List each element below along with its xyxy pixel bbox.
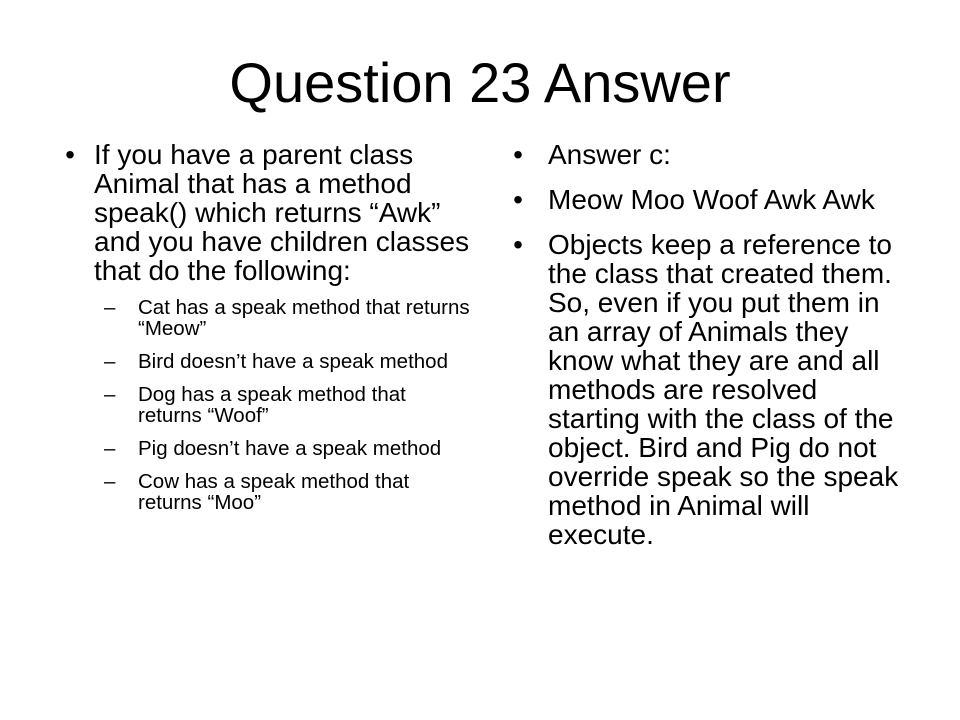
sub-item-cat [94, 297, 470, 339]
bullet-marker: • [513, 229, 523, 260]
sub-item-bird [94, 351, 470, 372]
dash-marker: – [104, 470, 116, 493]
answer-label: Answer c: [548, 139, 671, 170]
left-bullet-text: If you have a parent class Animal that has a method speak() which returns “Awk” and you have children classes that do the following: [94, 139, 470, 286]
sub-item-cow [94, 471, 470, 513]
bullet-marker: • [513, 139, 523, 170]
sub-list [94, 297, 470, 513]
dash-marker: – [104, 437, 116, 460]
sub-item-text: Cow has a speak method that returns “Moo” [138, 470, 410, 514]
answer-output: Meow Moo Woof Awk Awk [548, 184, 875, 215]
explanation-bullet [500, 230, 910, 549]
sub-item-pig [94, 438, 470, 459]
left-column [52, 140, 470, 525]
answer-output-bullet [500, 185, 910, 214]
right-column [500, 140, 910, 565]
answer-label-bullet [500, 140, 910, 169]
bullet-marker: • [513, 184, 523, 215]
sub-item-dog [94, 384, 470, 426]
dash-marker: – [104, 296, 116, 319]
sub-item-text: Cat has a speak method that returns “Meow” [138, 296, 470, 340]
slide-title: Question 23 Answer [229, 51, 731, 114]
dash-marker: – [104, 383, 116, 406]
left-bullet [52, 140, 470, 513]
sub-item-text: Bird doesn’t have a speak method [138, 350, 448, 373]
sub-item-text: Dog has a speak method that returns “Woof” [138, 383, 406, 427]
dash-marker: – [104, 350, 116, 373]
sub-item-text: Pig doesn’t have a speak method [138, 437, 442, 460]
explanation-text: Objects keep a reference to the class that created them. So, even if you put them in an array of Animals they know what they are and all methods are resolved starting with the class of the object. Bird and Pig do not override speak so the speak method in Animal will execute. [548, 229, 899, 550]
bullet-marker: • [65, 139, 75, 170]
